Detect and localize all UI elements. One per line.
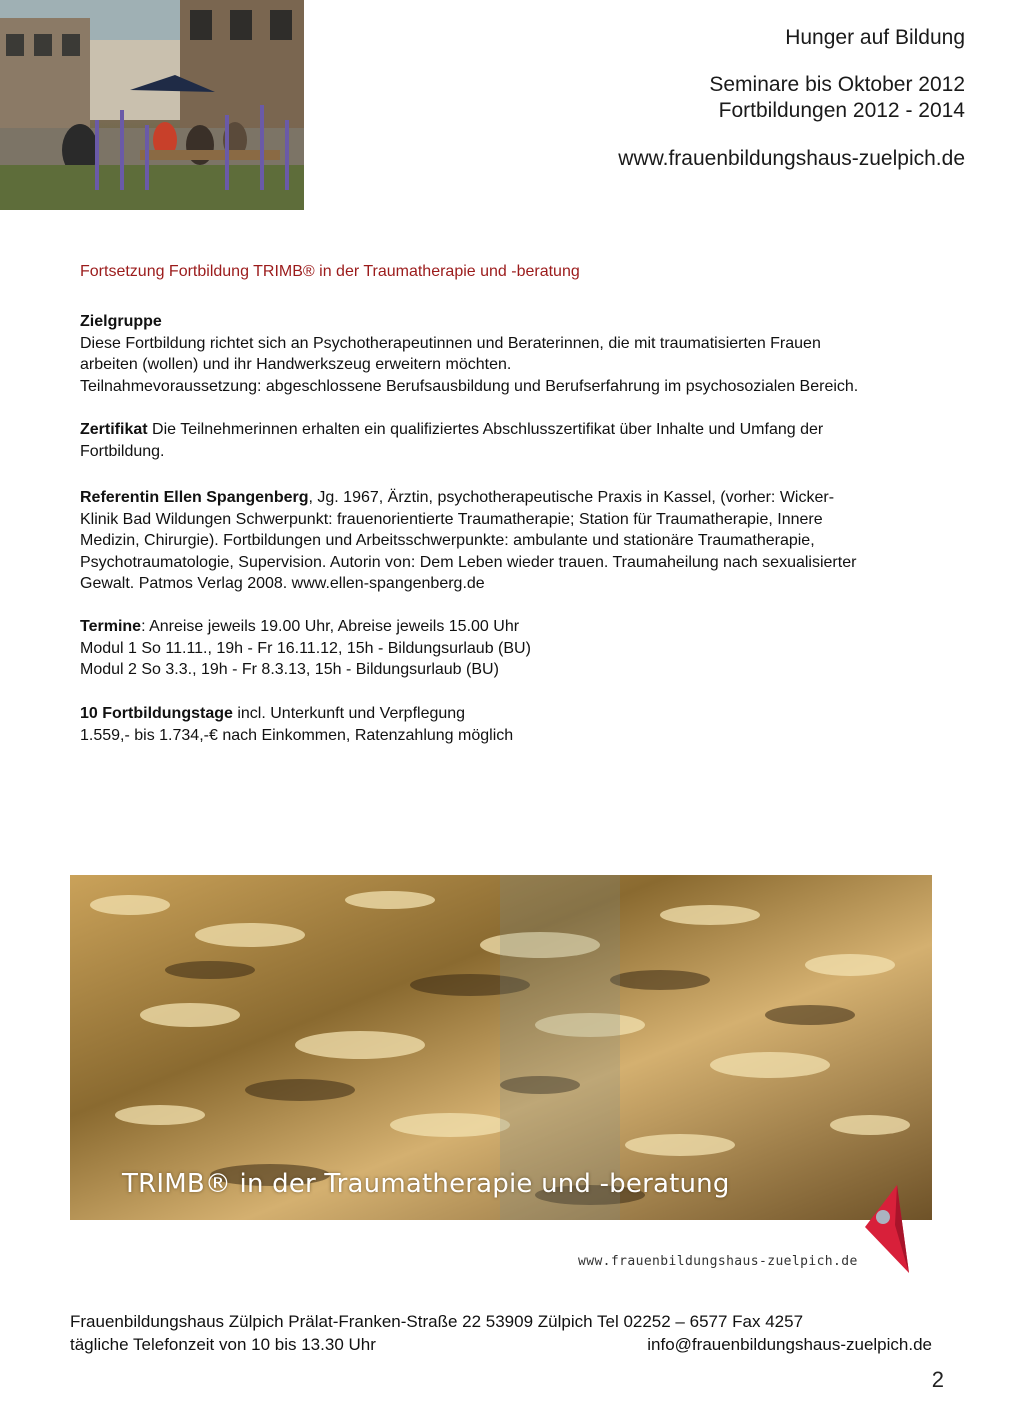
termine-module: Modul 1 So 11.11., 19h - Fr 16.11.12, 15h - Bildungsurlaub (BU) (80, 639, 531, 657)
referentin-text: Psychotraumatologie, Supervision. Autorin von: Dem Leben wieder trauen. Traumaheilung nach sexualisierter (80, 553, 857, 571)
header-website-link[interactable]: www.frauenbildungshaus-zuelpich.de (618, 147, 965, 170)
banner-url: www.frauenbildungshaus-zuelpich.de (578, 1254, 858, 1269)
referentin-block (80, 487, 960, 595)
termine-heading: Termine (80, 618, 142, 635)
page-number: 2 (931, 1367, 944, 1392)
header-seminars: Seminare bis Oktober 2012 (709, 73, 965, 96)
kosten-heading: 10 Fortbildungstage (80, 705, 233, 722)
section-title: Fortsetzung Fortbildung TRIMB® in der Traumatherapie und -beratung (80, 263, 580, 280)
termine-module: Modul 2 So 3.3., 19h - Fr 8.3.13, 15h - Bildungsurlaub (BU) (80, 661, 499, 678)
referentin-text: , Jg. 1967, Ärztin, psychotherapeutische Praxis in Kassel, (vorher: Wicker- (308, 489, 835, 506)
zertifikat-text: Fortbildung. (80, 442, 165, 460)
zielgruppe-block (80, 311, 960, 397)
referentin-heading: Referentin Ellen Spangenberg (80, 489, 309, 506)
header-title: Hunger auf Bildung (785, 26, 965, 49)
footer-contact-row (70, 1334, 932, 1356)
kosten-block (80, 703, 960, 746)
footer-hours: tägliche Telefonzeit von 10 bis 13.30 Uhr (70, 1335, 376, 1354)
logo-triangle-icon (865, 1185, 915, 1275)
zielgruppe-line: Diese Fortbildung richtet sich an Psychotherapeutinnen und Beraterinnen, die mit traumatisierten Frauen (80, 334, 821, 352)
banner-title: TRIMB® in der Traumatherapie und -beratung (122, 1169, 730, 1199)
termine-text: : Anreise jeweils 19.00 Uhr, Abreise jeweils 15.00 Uhr (141, 618, 520, 635)
zertifikat-text: Die Teilnehmerinnen erhalten ein qualifiziertes Abschlusszertifikat über Inhalte und Umfang der (147, 421, 824, 438)
referentin-text: Klinik Bad Wildungen Schwerpunkt: frauenorientierte Traumatherapie; Station für Traumatherapie, Innere (80, 510, 823, 528)
footer-email-link[interactable]: info@frauenbildungshaus-zuelpich.de (647, 1335, 932, 1354)
kosten-text: incl. Unterkunft und Verpflegung (232, 705, 466, 722)
zielgruppe-heading: Zielgruppe (80, 313, 162, 330)
footer-address: Frauenbildungshaus Zülpich Prälat-Franken-Straße 22 53909 Zülpich Tel 02252 – 6577 Fax 4257 (70, 1312, 804, 1331)
courtyard-photo (0, 0, 304, 210)
kosten-price: 1.559,- bis 1.734,-€ nach Einkommen, Ratenzahlung möglich (80, 726, 514, 744)
zertifikat-block (80, 419, 960, 462)
zielgruppe-line: Teilnahmevoraussetzung: abgeschlossene Berufsausbildung und Berufserfahrung im psychosozialen Bereich. (80, 377, 859, 395)
header-trainings: Fortbildungen 2012 - 2014 (718, 99, 965, 122)
trimb-banner-image (70, 875, 932, 1275)
zertifikat-heading: Zertifikat (80, 421, 148, 438)
termine-block (80, 616, 960, 681)
zielgruppe-line: arbeiten (wollen) und ihr Handwerkszeug erweitern möchten. (80, 356, 512, 373)
referentin-text: Medizin, Chirurgie). Fortbildungen und Arbeitsschwerpunkte: ambulante und stationäre Traumatherapie, (80, 532, 815, 549)
referentin-text: Gewalt. Patmos Verlag 2008. www.ellen-spangenberg.de (80, 575, 485, 592)
